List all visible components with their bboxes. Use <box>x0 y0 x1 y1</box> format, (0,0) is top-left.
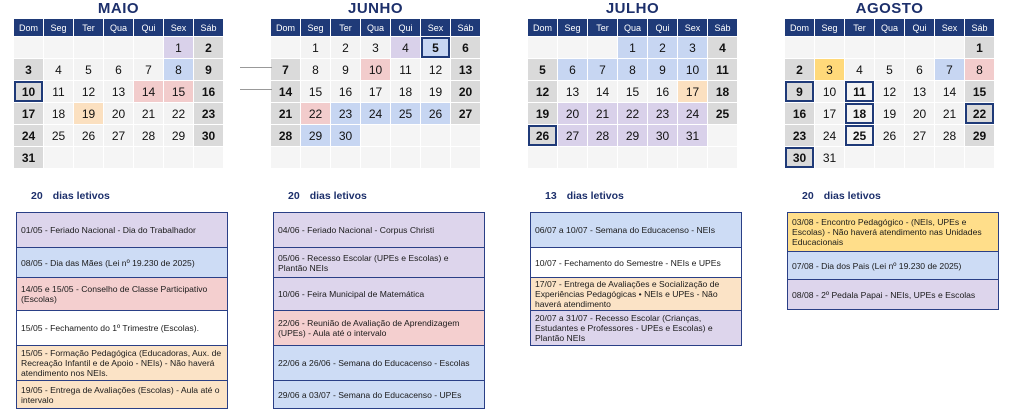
event-item: 10/07 - Fechamento do Semestre - NEIs e UPEs <box>531 247 741 277</box>
day-cell: 22 <box>301 103 330 124</box>
weekday-header: Dom <box>271 19 300 36</box>
day-cell: 28 <box>935 125 964 146</box>
day-cell: 26 <box>74 125 103 146</box>
empty-cell <box>528 147 557 168</box>
event-item: 17/07 - Entrega de Avaliações e Socialização de Experiências Pedagógicas • NEIs e UPEs - Não haverá atendimento <box>531 277 741 310</box>
empty-cell <box>618 147 647 168</box>
week-row <box>785 147 994 168</box>
day-cell: 31 <box>14 147 43 168</box>
weekday-header: Qua <box>875 19 904 36</box>
day-cell: 30 <box>194 125 223 146</box>
month-title: AGOSTO <box>855 0 924 17</box>
day-cell: 29 <box>164 125 193 146</box>
weekday-header: Sex <box>678 19 707 36</box>
day-cell: 19 <box>528 103 557 124</box>
day-cell: 5 <box>528 59 557 80</box>
month-julho <box>527 0 738 169</box>
day-cell: 25 <box>44 125 73 146</box>
day-cell: 31 <box>815 147 844 168</box>
week-row <box>271 59 480 80</box>
day-cell: 11 <box>708 59 737 80</box>
day-cell: 23 <box>648 103 677 124</box>
day-cell: 1 <box>965 37 994 58</box>
weekday-header: Sáb <box>194 19 223 36</box>
weekday-header: Qui <box>905 19 934 36</box>
day-cell: 6 <box>558 59 587 80</box>
dias-label: dias letivos <box>52 190 110 202</box>
day-cell: 27 <box>905 125 934 146</box>
month-title: JUNHO <box>347 0 403 17</box>
week-row <box>785 81 994 102</box>
event-item: 04/06 - Feriado Nacional - Corpus Christi <box>274 213 484 247</box>
empty-cell <box>528 37 557 58</box>
day-cell: 26 <box>528 125 557 146</box>
event-item: 22/06 a 26/06 - Semana do Educacenso - Escolas <box>274 345 484 380</box>
empty-cell <box>815 37 844 58</box>
week-row <box>528 103 737 124</box>
day-cell: 14 <box>588 81 617 102</box>
day-cell: 20 <box>905 103 934 124</box>
event-item: 15/05 - Fechamento do 1º Trimestre (Escolas). <box>17 310 227 345</box>
day-cell: 24 <box>815 125 844 146</box>
week-row <box>528 37 737 58</box>
day-cell: 14 <box>935 81 964 102</box>
day-cell: 14 <box>271 81 300 102</box>
day-cell: 23 <box>331 103 360 124</box>
dias-label: dias letivos <box>566 190 624 202</box>
week-row <box>785 59 994 80</box>
week-row <box>14 81 223 102</box>
empty-cell <box>271 147 300 168</box>
day-cell: 17 <box>815 103 844 124</box>
day-cell: 22 <box>618 103 647 124</box>
day-cell: 19 <box>421 81 450 102</box>
day-cell: 26 <box>421 103 450 124</box>
week-row <box>528 81 737 102</box>
calendar-grid <box>527 18 738 169</box>
day-cell: 17 <box>14 103 43 124</box>
day-cell: 1 <box>301 37 330 58</box>
event-item: 05/06 - Recesso Escolar (UPEs e Escolas) e Plantão NEIs <box>274 247 484 277</box>
dias-letivos <box>802 190 881 202</box>
calendar-grid <box>13 18 224 169</box>
weekday-header: Ter <box>845 19 874 36</box>
day-cell: 3 <box>815 59 844 80</box>
empty-cell <box>391 147 420 168</box>
weekday-header: Ter <box>588 19 617 36</box>
empty-cell <box>74 37 103 58</box>
weekday-header: Seg <box>558 19 587 36</box>
calendar-grid <box>784 18 995 169</box>
day-cell: 21 <box>271 103 300 124</box>
day-cell: 2 <box>785 59 814 80</box>
weekday-header: Seg <box>301 19 330 36</box>
weekday-header: Sex <box>935 19 964 36</box>
empty-cell <box>588 147 617 168</box>
day-cell: 18 <box>845 103 874 124</box>
dias-count: 20 <box>802 190 814 202</box>
empty-cell <box>194 147 223 168</box>
week-row <box>785 103 994 124</box>
day-cell: 8 <box>618 59 647 80</box>
week-row <box>14 59 223 80</box>
day-cell: 30 <box>648 125 677 146</box>
empty-cell <box>785 37 814 58</box>
day-cell: 7 <box>271 59 300 80</box>
events-legend <box>273 212 485 409</box>
empty-cell <box>845 37 874 58</box>
empty-cell <box>875 147 904 168</box>
day-cell: 8 <box>301 59 330 80</box>
day-cell: 8 <box>965 59 994 80</box>
day-cell: 9 <box>648 59 677 80</box>
weekday-header: Sáb <box>965 19 994 36</box>
day-cell: 12 <box>528 81 557 102</box>
week-row <box>271 103 480 124</box>
weekday-header: Ter <box>74 19 103 36</box>
day-cell: 13 <box>558 81 587 102</box>
day-cell: 4 <box>44 59 73 80</box>
day-cell: 15 <box>164 81 193 102</box>
event-item: 03/08 - Encontro Pedagógico - (NEIs, UPEs e Escolas) - Não haverá atendimento nas Unidades Educacionais <box>788 213 998 251</box>
empty-cell <box>558 37 587 58</box>
day-cell: 26 <box>875 125 904 146</box>
day-cell: 20 <box>558 103 587 124</box>
day-cell: 2 <box>648 37 677 58</box>
weekday-header: Dom <box>14 19 43 36</box>
event-item: 07/08 - Dia dos Pais (Lei nº 19.230 de 2025) <box>788 251 998 279</box>
connector-line <box>240 67 272 68</box>
day-cell: 4 <box>845 59 874 80</box>
empty-cell <box>14 37 43 58</box>
month-title: MAIO <box>97 0 140 17</box>
weekday-header: Qua <box>361 19 390 36</box>
week-row <box>528 147 737 168</box>
week-row <box>14 147 223 168</box>
day-cell: 7 <box>935 59 964 80</box>
dias-letivos <box>288 190 367 202</box>
empty-cell <box>708 125 737 146</box>
day-cell: 1 <box>618 37 647 58</box>
empty-cell <box>104 147 133 168</box>
day-cell: 15 <box>618 81 647 102</box>
empty-cell <box>301 147 330 168</box>
empty-cell <box>44 37 73 58</box>
day-cell: 16 <box>785 103 814 124</box>
day-cell: 1 <box>164 37 193 58</box>
empty-cell <box>104 37 133 58</box>
week-row <box>528 125 737 146</box>
events-legend <box>16 212 228 409</box>
day-cell: 24 <box>14 125 43 146</box>
week-row <box>271 125 480 146</box>
day-cell: 9 <box>194 59 223 80</box>
dias-label: dias letivos <box>823 190 881 202</box>
event-item: 10/06 - Feira Municipal de Matemática <box>274 277 484 310</box>
empty-cell <box>451 125 480 146</box>
day-cell: 21 <box>588 103 617 124</box>
day-cell: 20 <box>104 103 133 124</box>
day-cell: 18 <box>44 103 73 124</box>
day-cell: 6 <box>451 37 480 58</box>
dias-count: 20 <box>31 190 43 202</box>
day-cell: 12 <box>421 59 450 80</box>
day-cell: 16 <box>648 81 677 102</box>
day-cell: 22 <box>965 103 994 124</box>
day-cell: 27 <box>451 103 480 124</box>
day-cell: 7 <box>588 59 617 80</box>
day-cell: 30 <box>331 125 360 146</box>
day-cell: 10 <box>815 81 844 102</box>
empty-cell <box>74 147 103 168</box>
calendar-grid <box>270 18 481 169</box>
day-cell: 20 <box>451 81 480 102</box>
week-row <box>14 37 223 58</box>
empty-cell <box>935 37 964 58</box>
empty-cell <box>331 147 360 168</box>
day-cell: 15 <box>965 81 994 102</box>
event-item: 08/08 - 2º Pedala Papai - NEIs, UPEs e Escolas <box>788 279 998 309</box>
event-item: 20/07 a 31/07 - Recesso Escolar (Crianças, Estudantes e Professores - UPEs e Escolas) e Plantão NEIs <box>531 310 741 345</box>
month-junho <box>270 0 481 169</box>
day-cell: 17 <box>678 81 707 102</box>
empty-cell <box>845 147 874 168</box>
empty-cell <box>134 37 163 58</box>
events-legend <box>787 212 999 310</box>
day-cell: 13 <box>905 81 934 102</box>
event-item: 29/06 a 03/07 - Semana do Educacenso - UPEs <box>274 380 484 408</box>
empty-cell <box>678 147 707 168</box>
week-row <box>271 37 480 58</box>
empty-cell <box>875 37 904 58</box>
day-cell: 23 <box>785 125 814 146</box>
day-cell: 11 <box>845 81 874 102</box>
empty-cell <box>905 147 934 168</box>
week-row <box>14 125 223 146</box>
day-cell: 12 <box>875 81 904 102</box>
day-cell: 6 <box>905 59 934 80</box>
week-row <box>14 103 223 124</box>
day-cell: 30 <box>785 147 814 168</box>
day-cell: 27 <box>558 125 587 146</box>
dias-letivos <box>31 190 110 202</box>
empty-cell <box>708 147 737 168</box>
empty-cell <box>451 147 480 168</box>
day-cell: 29 <box>301 125 330 146</box>
events-legend <box>530 212 742 346</box>
empty-cell <box>134 147 163 168</box>
day-cell: 19 <box>875 103 904 124</box>
day-cell: 11 <box>44 81 73 102</box>
dias-count: 20 <box>288 190 300 202</box>
weekday-header: Seg <box>815 19 844 36</box>
day-cell: 3 <box>678 37 707 58</box>
empty-cell <box>421 125 450 146</box>
empty-cell <box>905 37 934 58</box>
day-cell: 22 <box>164 103 193 124</box>
day-cell: 25 <box>845 125 874 146</box>
connector-line <box>240 89 272 90</box>
day-cell: 3 <box>14 59 43 80</box>
day-cell: 2 <box>331 37 360 58</box>
day-cell: 3 <box>361 37 390 58</box>
day-cell: 29 <box>965 125 994 146</box>
weekday-header: Dom <box>785 19 814 36</box>
event-item: 14/05 e 15/05 - Conselho de Classe Participativo (Escolas) <box>17 277 227 310</box>
day-cell: 5 <box>421 37 450 58</box>
day-cell: 21 <box>935 103 964 124</box>
event-item: 15/05 - Formação Pedagógica (Educadoras, Aux. de Recreação Infantil e de Apoio - NEIs) - Não haverá atendimento nos NEIs. <box>17 345 227 380</box>
weekday-header: Sáb <box>708 19 737 36</box>
month-agosto <box>784 0 995 169</box>
day-cell: 5 <box>875 59 904 80</box>
week-row <box>271 147 480 168</box>
empty-cell <box>935 147 964 168</box>
day-cell: 25 <box>391 103 420 124</box>
dias-letivos <box>545 190 624 202</box>
day-cell: 6 <box>104 59 133 80</box>
day-cell: 17 <box>361 81 390 102</box>
weekday-header: Seg <box>44 19 73 36</box>
week-row <box>528 59 737 80</box>
day-cell: 8 <box>164 59 193 80</box>
month-maio <box>13 0 224 169</box>
month-title: JULHO <box>605 0 660 17</box>
empty-cell <box>421 147 450 168</box>
day-cell: 23 <box>194 103 223 124</box>
day-cell: 13 <box>104 81 133 102</box>
day-cell: 4 <box>708 37 737 58</box>
week-row <box>785 37 994 58</box>
empty-cell <box>391 125 420 146</box>
day-cell: 10 <box>678 59 707 80</box>
day-cell: 18 <box>708 81 737 102</box>
day-cell: 5 <box>74 59 103 80</box>
day-cell: 16 <box>194 81 223 102</box>
day-cell: 27 <box>104 125 133 146</box>
event-item: 19/05 - Entrega de Avaliações (Escolas) - Aula até o intervalo <box>17 380 227 408</box>
day-cell: 25 <box>708 103 737 124</box>
day-cell: 11 <box>391 59 420 80</box>
weekday-header: Qua <box>104 19 133 36</box>
day-cell: 2 <box>194 37 223 58</box>
day-cell: 10 <box>361 59 390 80</box>
empty-cell <box>965 147 994 168</box>
day-cell: 21 <box>134 103 163 124</box>
day-cell: 28 <box>134 125 163 146</box>
empty-cell <box>558 147 587 168</box>
day-cell: 19 <box>74 103 103 124</box>
empty-cell <box>44 147 73 168</box>
weekday-header: Qui <box>391 19 420 36</box>
day-cell: 13 <box>451 59 480 80</box>
day-cell: 24 <box>361 103 390 124</box>
day-cell: 18 <box>391 81 420 102</box>
day-cell: 7 <box>134 59 163 80</box>
day-cell: 4 <box>391 37 420 58</box>
day-cell: 29 <box>618 125 647 146</box>
weekday-header: Dom <box>528 19 557 36</box>
day-cell: 9 <box>785 81 814 102</box>
day-cell: 10 <box>14 81 43 102</box>
week-row <box>271 81 480 102</box>
weekday-header: Qui <box>648 19 677 36</box>
weekday-header: Qui <box>134 19 163 36</box>
day-cell: 28 <box>271 125 300 146</box>
day-cell: 14 <box>134 81 163 102</box>
weekday-header: Sáb <box>451 19 480 36</box>
day-cell: 31 <box>678 125 707 146</box>
week-row <box>785 125 994 146</box>
day-cell: 28 <box>588 125 617 146</box>
weekday-header: Ter <box>331 19 360 36</box>
weekday-header: Qua <box>618 19 647 36</box>
empty-cell <box>588 37 617 58</box>
event-item: 08/05 - Dia das Mães (Lei nº 19.230 de 2025) <box>17 247 227 277</box>
empty-cell <box>361 147 390 168</box>
day-cell: 16 <box>331 81 360 102</box>
day-cell: 24 <box>678 103 707 124</box>
day-cell: 9 <box>331 59 360 80</box>
day-cell: 15 <box>301 81 330 102</box>
empty-cell <box>271 37 300 58</box>
dias-count: 13 <box>545 190 557 202</box>
day-cell: 12 <box>74 81 103 102</box>
empty-cell <box>648 147 677 168</box>
empty-cell <box>164 147 193 168</box>
weekday-header: Sex <box>164 19 193 36</box>
dias-label: dias letivos <box>309 190 367 202</box>
event-item: 01/05 - Feriado Nacional - Dia do Trabalhador <box>17 213 227 247</box>
event-item: 22/06 - Reunião de Avaliação de Aprendizagem (UPEs) - Aula até o intervalo <box>274 310 484 345</box>
event-item: 06/07 a 10/07 - Semana do Educacenso - NEIs <box>531 213 741 247</box>
empty-cell <box>361 125 390 146</box>
weekday-header: Sex <box>421 19 450 36</box>
